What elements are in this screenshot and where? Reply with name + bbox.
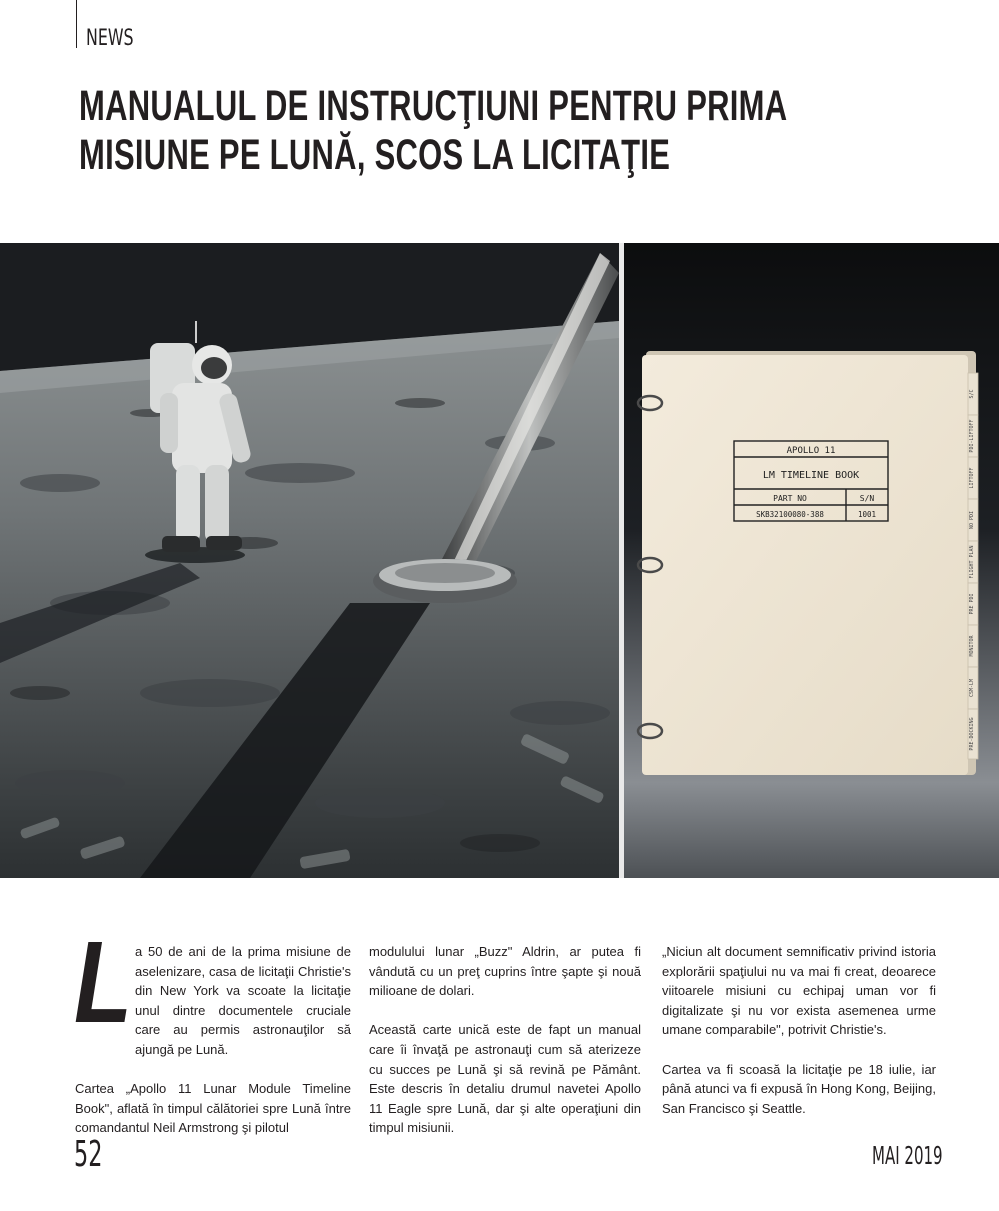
headline: [79, 82, 929, 180]
article-paragraph-4: Această carte unică este de fapt un manual care îi învaţă pe astronauţi cum să aterizeze cu succes pe Lună şi să revină pe Pământ. Este descris în detaliu drumul navetei Apollo 11 Eagle spre Lună, dar şi alte operaţiuni din timpul misiunii.: [369, 1022, 641, 1136]
book-tab-8: CSM-LM: [969, 678, 975, 698]
book-label-part-header: PART NO: [773, 494, 807, 503]
article-paragraph-1: a 50 de ani de la prima misiune de aselenizare, casa de licitaţii Christie's din New York va scoate la licitaţie unul dintre documentele cruciale care au permis astronauţilor să ajungă pe Lună.: [135, 944, 351, 1057]
headline-line-1: MANUALUL DE INSTRUCŢIUNI PENTRU PRIMA: [79, 82, 788, 130]
photo-strip: [0, 243, 999, 878]
page-number: 52: [74, 1134, 103, 1175]
book-photo: [624, 243, 999, 878]
article-paragraph-5: „Niciun alt document semnificativ privind istoria explorării spaţiului nu va mai fi creat, deoarece viitoarele misiuni cu echipaj uman vor fi digitalizate şi nu vor exista asemenea urme umane comparabile", potrivit Christie's.: [662, 944, 936, 1038]
book-tab-1: S/C: [969, 389, 975, 399]
moon-photo: [0, 243, 619, 878]
book-label-title: APOLLO 11: [786, 446, 836, 456]
book-tab-5: FLIGHT PLAN: [969, 545, 975, 579]
article-paragraph-2: Cartea „Apollo 11 Lunar Module Timeline Book", aflată în timpul călătoriei spre Lună între comandantul Neil Armstrong şi pilotul: [75, 1081, 351, 1136]
section-rule: [76, 0, 77, 48]
book-label-serial-number: 1001: [857, 510, 877, 519]
book-tab-4: NO PDI: [969, 510, 975, 530]
book-tab-3: LIFTOFF: [969, 467, 975, 489]
dropcap: L: [74, 917, 133, 1047]
section-label: NEWS: [86, 26, 134, 51]
book-label-part-number: SKB32100080-388: [756, 510, 824, 519]
book-label-sn-header: S/N: [859, 494, 875, 503]
book-tab-7: MONITOR: [969, 635, 975, 657]
book-tab-6: PRE PDI: [969, 593, 975, 615]
headline-line-2: MISIUNE PE LUNĂ, SCOS LA LICITAŢIE: [79, 131, 671, 179]
book-tab-9: PRE-DOCKING: [969, 717, 975, 751]
book-tab-2: PDI-LIFTOFF: [969, 419, 975, 453]
issue-date: MAI 2019: [872, 1141, 943, 1170]
article-paragraph-3: modulului lunar „Buzz" Aldrin, ar putea fi vândută cu un preţ cuprins între şapte şi nouă milioane de dolari.: [369, 944, 641, 999]
article-paragraph-6: Cartea va fi scoasă la licitaţie pe 18 iulie, iar până atunci va fi expusă în Hong Kong, Beijing, San Francisco şi Seattle.: [662, 1061, 936, 1116]
article-column-2: [369, 942, 641, 1158]
book-cover: [642, 355, 968, 775]
article-column-1: [75, 942, 351, 1158]
book-label-subtitle: LM TIMELINE BOOK: [762, 470, 860, 481]
article-column-3: [662, 942, 936, 1138]
